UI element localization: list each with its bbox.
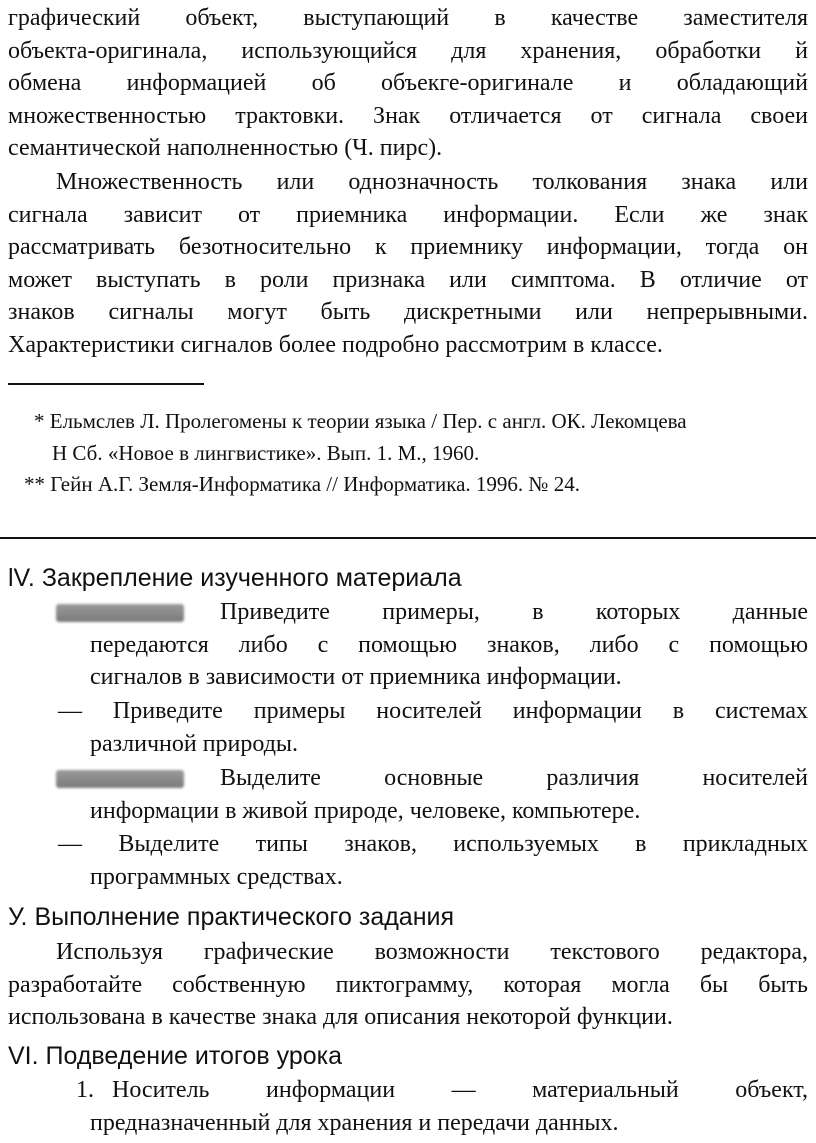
text-line: обмена информацией об объекге-оригинале и обладающий <box>8 70 808 96</box>
text-line: программных средствах. <box>90 863 343 890</box>
text-line: может выступать в роли признака или симптома. В отличие от <box>8 266 808 293</box>
text-line <box>90 762 808 795</box>
page-separator <box>0 537 816 539</box>
list-item <box>58 695 808 760</box>
text-line: передаются либо с помощью знаков, либо с помощью <box>90 631 808 658</box>
text-line: объекта-оригинала, использующийся для хранения, обработки й <box>8 37 808 64</box>
text-line: Характеристики сигналов более подробно рассмотрим в классе. <box>8 331 663 358</box>
text-line: информации в живой природе, человеке, компьютере. <box>90 797 641 824</box>
footnote-2: ** Гейн А.Г. Земля-Информатика // Информатика. 1996. № 24. <box>24 472 580 496</box>
item-first-line: Выделите основные различия носителей <box>220 765 808 791</box>
text-line: разработайте собственную пиктограмму, которая могла бы быть <box>8 971 808 998</box>
list-item <box>90 1074 808 1139</box>
text-line: использована в качестве знака для описания некоторой функции. <box>8 1004 673 1030</box>
text-line: сигнала зависит от приемника информации. Если же знак <box>8 201 808 228</box>
redacted-marker <box>56 770 184 788</box>
list-item <box>58 828 808 893</box>
footnote-1-continued: Н Сб. «Новое в лингвистике». Вып. 1. М., 1960. <box>52 441 480 465</box>
text-line: различной природы. <box>90 730 299 757</box>
text-line: графический объект, выступающий в качестве заместителя <box>8 5 808 31</box>
text-line: рассматривать безотносительно к приемнику информации, тогда он <box>8 234 808 260</box>
text-line: — Выделите типы знаков, используемых в прикладных <box>58 831 808 857</box>
footnote-1: * Ельмслев Л. Пролегомены к теории языка / Пер. с англ. ОК. Лекомцева <box>34 409 687 433</box>
text-line: — Приведите примеры носителей информации в системах <box>58 698 808 724</box>
text-line: знаков сигналы могут быть дискретными или непрерывными. <box>8 299 808 325</box>
section-4-heading: lV. Закрепление изученного материала <box>8 564 462 592</box>
text-line: Используя графические возможности текстового редактора, <box>56 939 808 965</box>
section-5-paragraph <box>8 936 808 1034</box>
redacted-marker <box>56 604 184 622</box>
text-line: Множественность или однозначность толкования знака или <box>56 169 808 195</box>
list-item <box>90 762 808 827</box>
text-line: предназначенный для хранения и передачи данных. <box>90 1109 619 1136</box>
text-line: множественностью трактовки. Знак отличается от сигнала своеи <box>8 102 808 129</box>
text-line: сигналов в зависимости от приемника информации. <box>90 664 622 690</box>
section-5-heading: У. Выполнение практического задания <box>8 903 455 931</box>
text-line: семантической наполненностью (Ч. пирс). <box>8 135 443 161</box>
text-line <box>90 596 808 629</box>
intro-paragraph <box>8 2 808 165</box>
text-line: Носитель информации — материальный объект, <box>112 1077 808 1103</box>
list-item <box>90 596 808 694</box>
list-number: 1. <box>76 1077 94 1103</box>
footnote-divider <box>8 383 204 385</box>
section-6-heading: VI. Подведение итогов урока <box>8 1042 343 1070</box>
signals-paragraph <box>8 166 808 361</box>
item-first-line: Приведите примеры, в которых данные <box>220 599 808 625</box>
